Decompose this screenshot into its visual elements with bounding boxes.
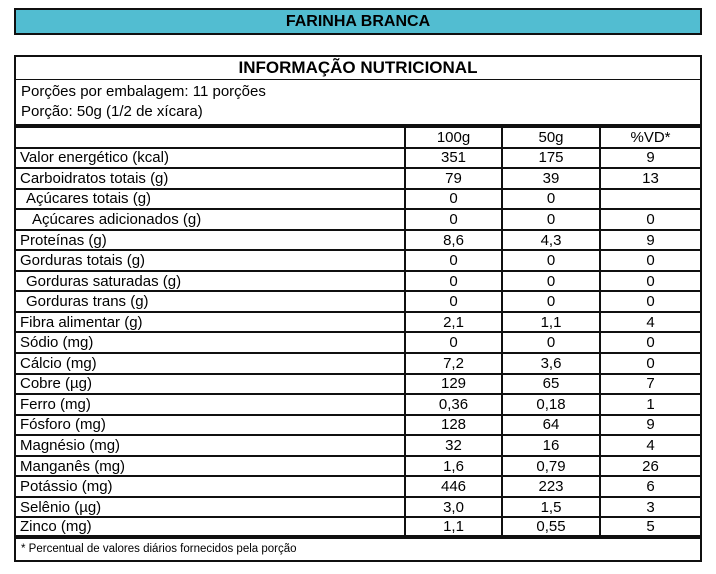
nutrient-name: Zinco (mg) xyxy=(16,518,406,535)
nutrient-name: Selênio (µg) xyxy=(16,498,406,517)
nutrient-row xyxy=(16,375,700,396)
value-percent-vd: 0 xyxy=(646,354,655,372)
nutrient-row xyxy=(16,313,700,334)
serving-size: Porção: 50g (1/2 de xícara) xyxy=(21,103,203,120)
value-percent-vd: 6 xyxy=(646,478,655,496)
table-title: INFORMAÇÃO NUTRICIONAL xyxy=(16,57,700,80)
nutrient-name: Potássio (mg) xyxy=(16,477,406,496)
value-percent-vd: 0 xyxy=(646,293,655,311)
column-header-percent-vd: %VD* xyxy=(630,128,671,146)
product-title-banner xyxy=(14,8,702,35)
column-header-row xyxy=(16,128,700,149)
nutrient-name: Valor energético (kcal) xyxy=(16,149,406,168)
nutrient-name: Açúcares adicionados (g) xyxy=(16,210,406,229)
column-header-blank xyxy=(16,128,406,147)
value-per-50g: 0 xyxy=(503,292,601,311)
value-per-50g: 0 xyxy=(503,190,601,209)
value-percent-vd: 7 xyxy=(646,375,655,393)
value-per-50g: 39 xyxy=(503,169,601,188)
value-per-100g: 0 xyxy=(406,190,503,209)
value-percent-vd: 13 xyxy=(642,169,659,187)
value-per-100g: 32 xyxy=(406,436,503,455)
nutrient-row xyxy=(16,436,700,457)
nutrient-name: Fibra alimentar (g) xyxy=(16,313,406,332)
value-per-100g: 0 xyxy=(406,333,503,352)
value-percent-vd: 0 xyxy=(646,272,655,290)
value-percent-vd: 3 xyxy=(646,498,655,516)
value-percent-vd: 1 xyxy=(646,395,655,413)
value-percent-vd: 9 xyxy=(646,149,655,167)
column-header-50g: 50g xyxy=(503,128,601,147)
nutrient-name: Carboidratos totais (g) xyxy=(16,169,406,188)
value-percent-vd: 4 xyxy=(646,313,655,331)
nutrient-row xyxy=(16,190,700,211)
nutrient-row xyxy=(16,416,700,437)
nutrient-name: Gorduras totais (g) xyxy=(16,251,406,270)
value-per-50g: 64 xyxy=(503,416,601,435)
value-per-50g: 1,5 xyxy=(503,498,601,517)
value-per-100g: 0 xyxy=(406,210,503,229)
value-per-50g: 0 xyxy=(503,251,601,270)
nutrient-name: Sódio (mg) xyxy=(16,333,406,352)
value-per-100g: 79 xyxy=(406,169,503,188)
nutrient-name: Fósforo (mg) xyxy=(16,416,406,435)
nutrient-row xyxy=(16,292,700,313)
nutrient-row xyxy=(16,518,700,539)
value-per-100g: 3,0 xyxy=(406,498,503,517)
value-per-100g: 351 xyxy=(406,149,503,168)
value-per-100g: 0 xyxy=(406,292,503,311)
value-per-100g: 1,6 xyxy=(406,457,503,476)
servings-per-package: Porções por embalagem: 11 porções xyxy=(21,83,266,100)
value-per-100g: 129 xyxy=(406,375,503,394)
value-per-100g: 7,2 xyxy=(406,354,503,373)
value-per-50g: 4,3 xyxy=(503,231,601,250)
nutrient-name: Gorduras saturadas (g) xyxy=(16,272,406,291)
nutrient-row xyxy=(16,169,700,190)
nutrient-row xyxy=(16,333,700,354)
value-per-100g: 446 xyxy=(406,477,503,496)
nutrient-row xyxy=(16,354,700,375)
value-per-100g: 0 xyxy=(406,272,503,291)
nutrition-table xyxy=(14,55,702,562)
column-header-100g: 100g xyxy=(406,128,503,147)
value-percent-vd: 9 xyxy=(646,416,655,434)
nutrient-name: Ferro (mg) xyxy=(16,395,406,414)
value-per-50g: 0,18 xyxy=(503,395,601,414)
nutrient-row xyxy=(16,498,700,519)
value-percent-vd: 9 xyxy=(646,231,655,249)
nutrient-row xyxy=(16,149,700,170)
value-per-100g: 2,1 xyxy=(406,313,503,332)
value-per-100g: 1,1 xyxy=(406,518,503,535)
value-per-50g: 3,6 xyxy=(503,354,601,373)
nutrient-name: Cobre (µg) xyxy=(16,375,406,394)
nutrient-name: Cálcio (mg) xyxy=(16,354,406,373)
value-per-50g: 16 xyxy=(503,436,601,455)
value-per-100g: 128 xyxy=(406,416,503,435)
nutrient-row xyxy=(16,395,700,416)
value-percent-vd: 5 xyxy=(646,518,655,535)
value-per-100g: 8,6 xyxy=(406,231,503,250)
value-percent-vd: 26 xyxy=(642,457,659,475)
value-per-100g: 0,36 xyxy=(406,395,503,414)
value-percent-vd: 0 xyxy=(646,252,655,270)
nutrient-name: Gorduras trans (g) xyxy=(16,292,406,311)
value-per-50g: 1,1 xyxy=(503,313,601,332)
nutrient-name: Manganês (mg) xyxy=(16,457,406,476)
nutrient-row xyxy=(16,251,700,272)
product-title: FARINHA BRANCA xyxy=(285,12,431,30)
value-percent-vd xyxy=(601,190,700,209)
nutrient-name: Magnésio (mg) xyxy=(16,436,406,455)
value-per-100g: 0 xyxy=(406,251,503,270)
value-percent-vd: 0 xyxy=(646,210,655,228)
value-per-50g: 0 xyxy=(503,333,601,352)
nutrient-row xyxy=(16,457,700,478)
nutrient-row xyxy=(16,477,700,498)
nutrient-row xyxy=(16,210,700,231)
value-percent-vd: 0 xyxy=(646,334,655,352)
nutrient-row xyxy=(16,231,700,252)
daily-value-footnote: * Percentual de valores diários fornecidos pela porção xyxy=(21,543,297,556)
nutrient-rows xyxy=(16,149,700,539)
value-per-50g: 223 xyxy=(503,477,601,496)
value-per-50g: 0,55 xyxy=(503,518,601,535)
value-percent-vd: 4 xyxy=(646,436,655,454)
value-per-50g: 175 xyxy=(503,149,601,168)
value-per-50g: 0 xyxy=(503,210,601,229)
nutrient-row xyxy=(16,272,700,293)
value-per-50g: 0,79 xyxy=(503,457,601,476)
servings-info xyxy=(16,80,700,128)
value-per-50g: 65 xyxy=(503,375,601,394)
nutrient-name: Açúcares totais (g) xyxy=(16,190,406,209)
value-per-50g: 0 xyxy=(503,272,601,291)
nutrient-name: Proteínas (g) xyxy=(16,231,406,250)
